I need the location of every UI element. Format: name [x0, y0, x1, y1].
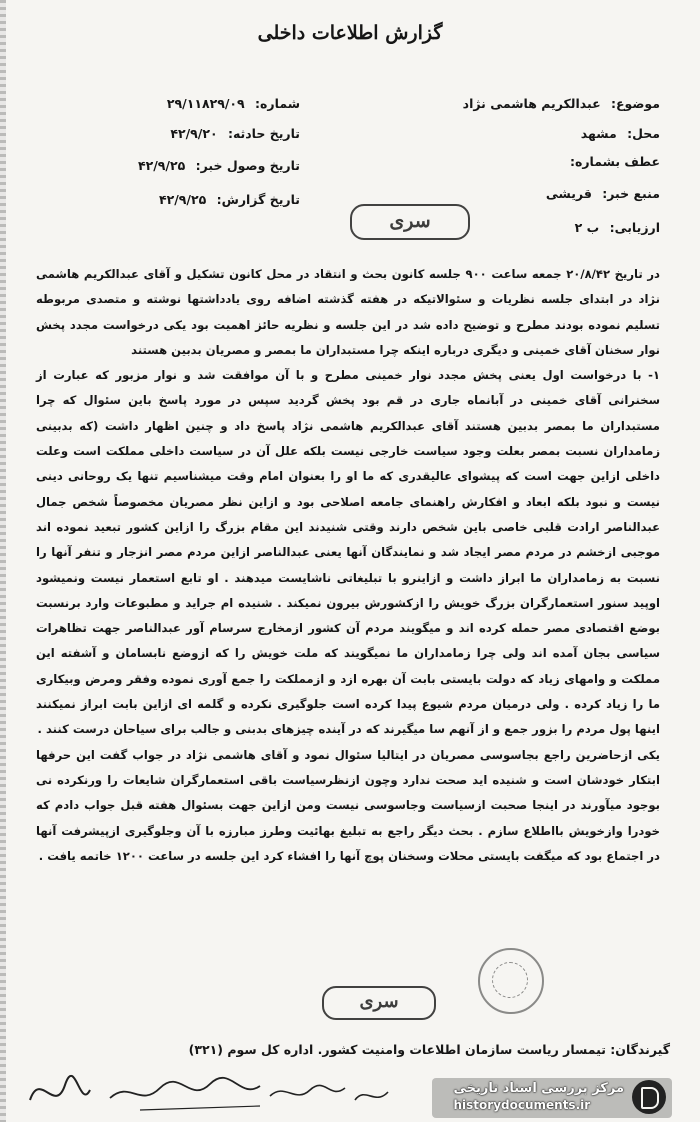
- round-seal: [478, 948, 544, 1014]
- field-subject: موضوع: عبدالکریم هاشمی نژاد: [462, 96, 660, 111]
- field-incident-date: تاریخ حادثه: ۴۲/۹/۲۰: [170, 126, 300, 141]
- secret-stamp-bottom: سری: [322, 986, 436, 1020]
- recipients-line: گیرندگان: تیمسار ریاست سازمان اطلاعات وامنیت کشور. اداره کل سوم (۳۲۱): [188, 1042, 670, 1057]
- report-body: [36, 262, 660, 869]
- field-report-date: تاریخ گزارش: ۴۲/۹/۲۵: [158, 192, 300, 207]
- watermark-title: مرکز بررسی اسناد تاریخی: [453, 1081, 624, 1096]
- body-paragraph: در تاریخ ۲۰/۸/۴۲ جمعه ساعت ۹۰۰ جلسه کانون بحث و انتقاد در محل کانون تشکیل و آقای عبدالکریم هاشمی نژاد در ابتدای جلسه نظریات و سئوالاتیکه در هفته گذشته اضافه روی یادداشتها نوشته و متصدی مربوطه تسلیم نموده بودند مطرح و توضیح داده شد در این جلسه و نظریه حائز اهمیت بود یکی درخواست مجدد پخش نوار سخنان آقای خمینی و دیگری درباره اینکه چرا مستبداران ما بمصر و مصریان بدبین هستند: [36, 267, 660, 357]
- handwritten-signatures: [20, 1060, 420, 1120]
- document-title: گزارش اطلاعات داخلی: [257, 22, 443, 44]
- watermark-site: historydocuments.ir: [453, 1098, 591, 1112]
- secret-stamp-top: سری: [350, 204, 470, 240]
- field-number: شماره: ۲۹/۱۱۸۲۹/۰۹: [166, 96, 300, 111]
- field-evaluation: ارزیابی: ب ۲: [574, 220, 660, 235]
- watermark: [454, 1080, 667, 1114]
- scan-edge: [0, 0, 6, 1122]
- field-received-date: تاریخ وصول خبر: ۴۲/۹/۲۵: [137, 158, 300, 173]
- field-reference: عطف بشماره:: [569, 154, 660, 169]
- field-source: منبع خبر: قریشی: [545, 186, 660, 201]
- field-location: محل: مشهد: [580, 126, 660, 141]
- body-paragraph: ۱- با درخواست اول یعنی پخش مجدد نوار خمینی مطرح و با آن موافقت شد و نوار مزبور که عبارت از سخنرانی آقای خمینی در آبانماه جاری در قم بود پخش گردید سپس در مورد پاسخ باین سئوال که چرا مستبداران ما بمصر بدبین هستند آقای عبدالکریم هاشمی نژاد پاسخ داد و چنین اظهار داشت (که بدبینی زمامداران نسبت بمصر بعلت وجود سیاست خارجی نیست بلکه علل آن در سیاست داخلی مملکت است وعلت داخلی ازاین جهت است که پیشوای عالیقدری که ما او را بعنوان امام وقت میشناسیم تنها یک روحانی دینی نیست و نبود بلکه ابعاد و افکارش راهنمای جامعه اصلاحی بود و ازاین نظر مصریان مخصوصاً شخص جمال عبدالناصر ارادت قلبی خاصی باین شخص دارند وقتی شنیدند این مقام بزرگ را ازاین کشور تبعید نموده اند موجبی ازخشم در مردم مصر ایجاد شد و نمایندگان آنها یعنی عبدالناصر ازاین مردم مصر انزجار و تنفر آنها را نسبت به زمامداران ما ابراز داشت و ازاینرو با تبلیغاتی ناشایست میدهند . او تابع استعمار نیست ونمیشود اوپید سنور استعمارگران بزرگ خویش را ازکشورش بیرون نمیکند . شنیده ام جراید و مطبوعات وارد برنسبت بوضع اقتصادی مصر حمله کرده اند و میگویند مردم آن کشور ازمخارج سرسام آور عبدالناصر جهت تظاهرات سیاسی بجان آمده اند ولی چرا زمامداران ما نمیگویند که ملت خویش را که ازوضع نابسامان و آشفته این مملکت و وامهای زیاد که دولت بایستی بابت آن بهره ازد و ازمملکت را جمع آوری نموده وفقر ومرض وبیکاری ما را زیاد کرده . ولی درمیان مردم شیوع پیدا کرده است جلوگیری نکرده و گلمه ای ازاین بابت ابراز نمیکنند اینها پول مردم را بزور جمع و از آنهم سا میگیرند که در آینده چیزهای بدبنی و جالب برای سیاحان درست کنند .: [36, 368, 660, 737]
- archive-logo-icon: [632, 1080, 666, 1114]
- body-paragraph: یکی ازحاضرین راجع بجاسوسی مصریان در ایتالیا سئوال نمود و آقای هاشمی نژاد در جواب گفت این حرفها ابتکار خودشان است و شنیده اید صحت ندارد وچون ازنظرسیاست باقی استعمارگران شایعات را ورنکرده نی بوجود میآورند در اینجا صحبت ازسیاست وجاسوسی نیست ومن ازاین جهت بسئوال هفته قبل جواب دادم که خودرا وازخویش بااطلاع سازم . بحث دیگر راجع به تبلیغ بهائیت وطرز مبارزه با آن وجلوگیری ازپیشرفت آنها در اجتماع بود که میگفت بایستی محلات وسخنان پوچ آنها را افشاء کرد این جلسه در ساعت ۱۲۰۰ خاتمه یافت .: [36, 747, 660, 863]
